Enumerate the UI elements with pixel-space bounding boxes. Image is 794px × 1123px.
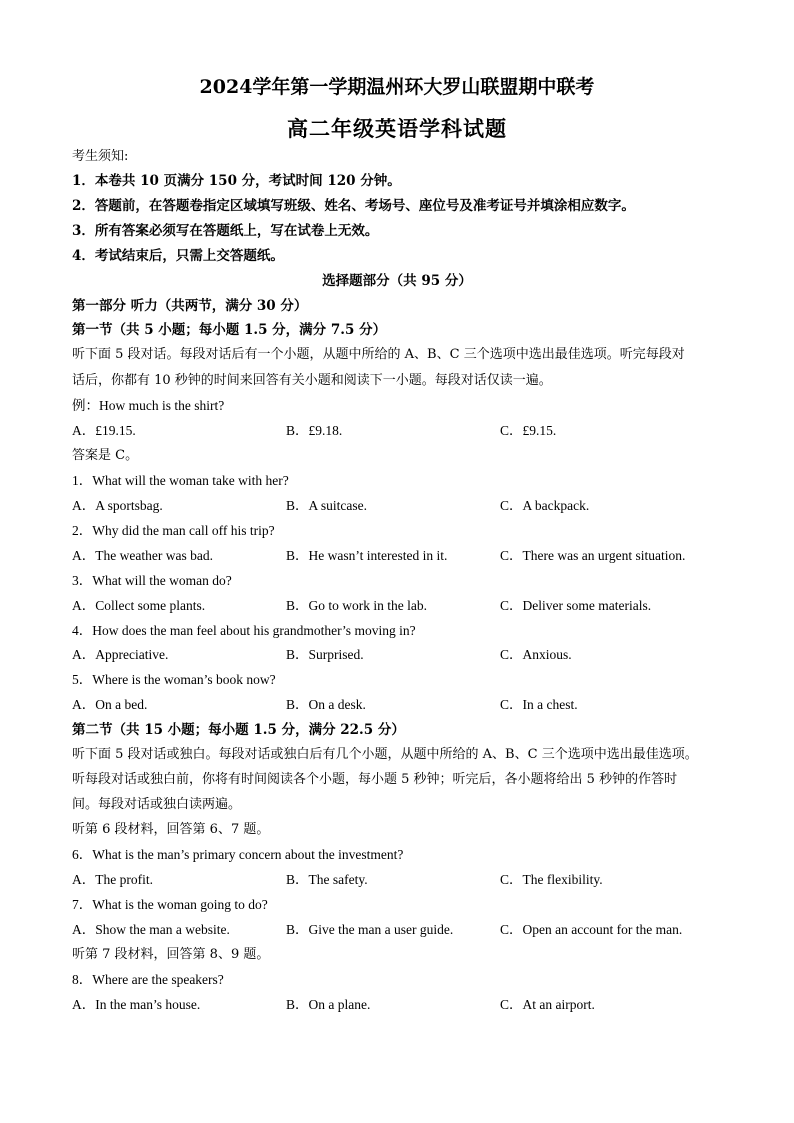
q5-option-c: C．In a chest.: [500, 697, 578, 712]
q5-option-b: B．On a desk.: [286, 697, 366, 712]
q2-option-b: B．He wasn’t interested in it.: [286, 548, 448, 563]
q1-option-c: C．A backpack.: [500, 498, 590, 513]
question-5: 5．Where is the woman’s book now?: [72, 672, 276, 687]
material-6-label: 听第 6 段材料，回答第 6、7 题。: [72, 822, 270, 837]
q8-option-b: B．On a plane.: [286, 997, 371, 1012]
section1-title: 第一部分 听力（共两节，满分 30 分）: [72, 298, 308, 314]
q7-option-c: C．Open an account for the man.: [500, 922, 683, 937]
q3-option-c: C．Deliver some materials.: [500, 598, 652, 613]
q2-option-a: A．The weather was bad.: [72, 548, 213, 563]
section1-instructions-1: 听下面 5 段对话。每段对话后有一个小题，从题中所给的 A、B、C 三个选项中选出最佳选项。听完每段对: [72, 347, 685, 362]
section1-subtitle: 第一节（共 5 小题；每小题 1.5 分，满分 7.5 分）: [72, 322, 387, 338]
q7-option-a: A．Show the man a website.: [72, 922, 230, 937]
question-4: 4．How does the man feel about his grandmother’s moving in?: [72, 623, 416, 638]
question-6: 6．What is the man’s primary concern about the investment?: [72, 847, 404, 862]
material-7-label: 听第 7 段材料，回答第 8、9 题。: [72, 947, 270, 962]
example-question: 例：How much is the shirt?: [72, 398, 225, 413]
q2-option-c: C．There was an urgent situation.: [500, 548, 686, 563]
section2-instructions-3: 间。每段对话或独白读两遍。: [72, 797, 242, 812]
section2-instructions-2: 听每段对话或独白前，你将有时间阅读各个小题，每小题 5 秒钟；听完后，各小题将给出 5 秒钟的作答时: [72, 772, 678, 787]
example-option-b: B．£9.18.: [286, 423, 343, 438]
q6-option-b: B．The safety.: [286, 872, 368, 887]
q3-option-a: A．Collect some plants.: [72, 598, 206, 613]
example-option-c: C．£9.15.: [500, 423, 557, 438]
exam-subtitle: 高二年级英语学科试题: [287, 116, 507, 141]
notice-item-2: 2．答题前，在答题卷指定区域填写班级、姓名、考场号、座位号及准考证号并填涂相应数字。: [72, 198, 635, 214]
question-2: 2．Why did the man call off his trip?: [72, 523, 275, 538]
question-3: 3．What will the woman do?: [72, 573, 232, 588]
notice-heading: 考生须知:: [72, 149, 129, 164]
q4-option-b: B．Surprised.: [286, 647, 364, 662]
q1-option-b: B．A suitcase.: [286, 498, 367, 513]
exam-title: 2024学年第一学期温州环大罗山联盟期中联考: [199, 76, 595, 98]
section2-subtitle: 第二节（共 15 小题；每小题 1.5 分，满分 22.5 分）: [72, 722, 405, 738]
q5-option-a: A．On a bed.: [72, 697, 148, 712]
question-8: 8．Where are the speakers?: [72, 972, 224, 987]
part-title: 选择题部分（共 95 分）: [322, 273, 472, 289]
example-answer: 答案是 C。: [72, 448, 139, 463]
q4-option-c: C．Anxious.: [500, 647, 572, 662]
example-option-a: A．£19.15.: [72, 423, 136, 438]
q7-option-b: B．Give the man a user guide.: [286, 922, 454, 937]
q8-option-c: C．At an airport.: [500, 997, 595, 1012]
q6-option-c: C．The flexibility.: [500, 872, 603, 887]
question-7: 7．What is the woman going to do?: [72, 897, 268, 912]
q3-option-b: B．Go to work in the lab.: [286, 598, 427, 613]
q1-option-a: A．A sportsbag.: [72, 498, 163, 513]
q4-option-a: A．Appreciative.: [72, 647, 169, 662]
question-1: 1．What will the woman take with her?: [72, 473, 289, 488]
section2-instructions-1: 听下面 5 段对话或独白。每段对话或独白后有几个小题，从题中所给的 A、B、C 三个选项中选出最佳选项。: [72, 747, 698, 762]
q6-option-a: A．The profit.: [72, 872, 153, 887]
notice-item-3: 3．所有答案必须写在答题纸上，写在试卷上无效。: [72, 223, 379, 239]
q8-option-a: A．In the man’s house.: [72, 997, 201, 1012]
notice-item-1: 1．本卷共 10 页满分 150 分，考试时间 120 分钟。: [72, 173, 401, 189]
section1-instructions-2: 话后，你都有 10 秒钟的时间来回答有关小题和阅读下一小题。每段对话仅读一遍。: [72, 373, 552, 388]
notice-item-4: 4．考试结束后，只需上交答题纸。: [72, 248, 284, 264]
